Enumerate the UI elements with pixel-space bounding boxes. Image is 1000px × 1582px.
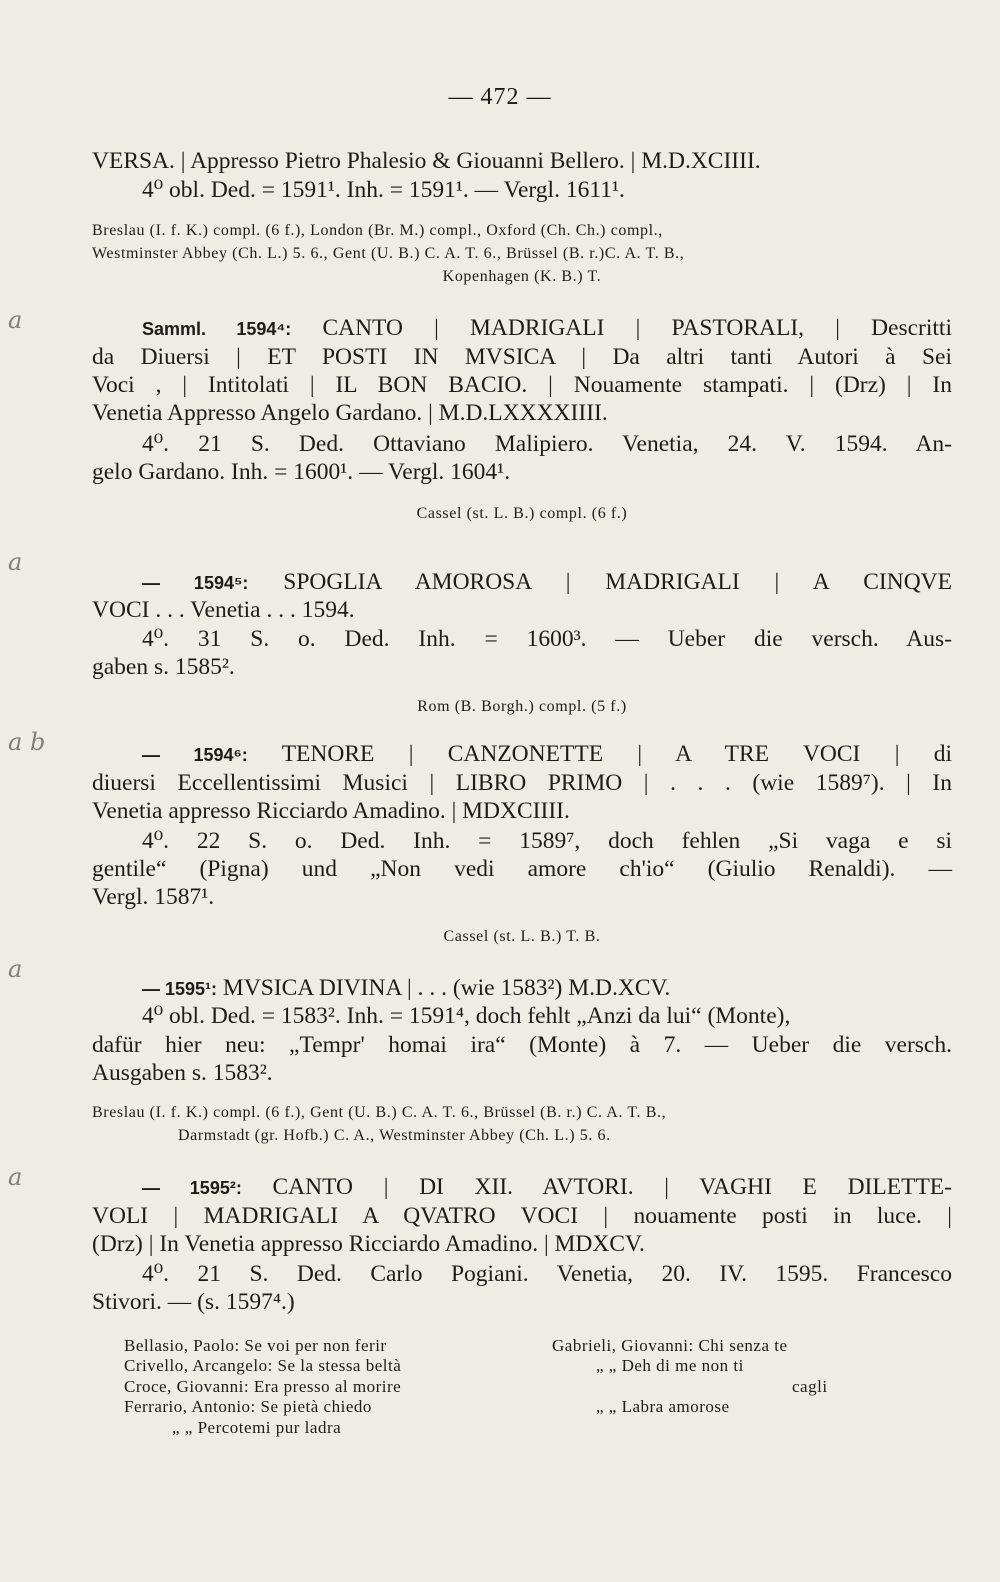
margin-note: a bbox=[8, 955, 23, 983]
entry-line: VOCI . . . Venetia . . . 1594. bbox=[92, 597, 355, 623]
entry-description: 4⁰ obl. Ded. = 1583². Inh. = 1591⁴, doch fehlt „Anzi da lui“ (Monte), bbox=[142, 1003, 791, 1029]
entry-heading bbox=[142, 568, 952, 596]
entry-description: gelo Gardano. Inh. = 1600¹. — Vergl. 1604¹. bbox=[92, 459, 511, 485]
entry-title: SPOGLIA AMOROSA | MADRIGALI | A CINQVE bbox=[283, 569, 952, 595]
margin-note: a b bbox=[8, 728, 46, 756]
contents-item: „ „ Labra amorose bbox=[596, 1397, 730, 1417]
contents-left-column bbox=[124, 1336, 401, 1438]
entry-line: VERSA. | Appresso Pietro Phalesio & Giouanni Bellero. | M.D.XCIIII. bbox=[92, 148, 761, 174]
contents-item: „ „ Percotemi pur ladra bbox=[172, 1417, 342, 1437]
contents-item: cagli bbox=[792, 1376, 828, 1396]
entry-line: da Diuersi | ET POSTI IN MVSICA | Da altri tanti Autori à Sei bbox=[92, 344, 952, 370]
entry-title: TENORE | CANZONETTE | A TRE VOCI | di bbox=[281, 741, 953, 767]
entry-description: 4⁰. 21 S. Ded. Carlo Pogiani. Venetia, 20. IV. 1595. Francesco bbox=[142, 1261, 952, 1287]
entry-line: Voci , | Intitolati | IL BON BACIO. | Nouamente stampati. | (Drz) | In bbox=[92, 372, 952, 398]
entry-label: — 1594⁶: bbox=[142, 745, 248, 765]
entry-description: 4⁰ obl. Ded. = 1591¹. Inh. = 1591¹. — Vergl. 1611¹. bbox=[142, 177, 625, 203]
library-list: Kopenhagen (K. B.) T. bbox=[442, 268, 602, 285]
entry-description: dafür hier neu: „Tempr' homai ira“ (Monte) à 7. — Ueber die versch. bbox=[92, 1032, 952, 1058]
library-list: Breslau (I. f. K.) compl. (6 f.), London (Br. M.) compl., Oxford (Ch. Ch.) compl., bbox=[92, 222, 663, 239]
entry-label: — 1595²: bbox=[142, 1178, 242, 1198]
margin-note: a bbox=[8, 1163, 23, 1191]
contents-item: Croce, Giovanni: Era presso al morire bbox=[124, 1376, 402, 1396]
contents-item: Bellasio, Paolo: Se voi per non ferir bbox=[124, 1336, 387, 1355]
entry-heading bbox=[142, 740, 952, 768]
entry-label: Samml. 1594⁴: bbox=[142, 319, 292, 339]
entry-description: 4⁰. 21 S. Ded. Ottaviano Malipiero. Venetia, 24. V. 1594. An- bbox=[142, 431, 952, 457]
entry-description: Vergl. 1587¹. bbox=[92, 884, 215, 910]
entry-line: diuersi Eccellentissimi Musici | LIBRO PRIMO | . . . (wie 1589⁷). | In bbox=[92, 770, 952, 796]
entry-label: — 1594⁵: bbox=[142, 573, 249, 593]
contents-item: Crivello, Arcangelo: Se la stessa beltà bbox=[124, 1356, 402, 1376]
contents-item: Gabrieli, Giovanni: Chi senza te bbox=[552, 1336, 788, 1355]
entry-heading bbox=[142, 974, 1000, 1002]
library-list: Darmstadt (gr. Hofb.) C. A., Westminster Abbey (Ch. L.) 5. 6. bbox=[178, 1127, 611, 1144]
entry-heading bbox=[142, 314, 952, 342]
entry-line: VOLI | MADRIGALI A QVATRO VOCI | nouamente posti in luce. | bbox=[92, 1203, 952, 1229]
library-list: Westminster Abbey (Ch. L.) 5. 6., Gent (U. B.) C. A. T. 6., Brüssel (B. r.)C. A. T. B., bbox=[92, 245, 685, 262]
entry-title: MVSICA DIVINA | . . . (wie 1583²) M.D.XCV. bbox=[222, 975, 671, 1001]
entry-line: Venetia Appresso Angelo Gardano. | M.D.LXXXXIIII. bbox=[92, 400, 608, 426]
entry-line: Venetia appresso Ricciardo Amadino. | MDXCIIII. bbox=[92, 798, 570, 824]
contents-item: „ „ Deh di me non ti bbox=[596, 1356, 744, 1376]
margin-note: a bbox=[8, 306, 23, 334]
entry-description: 4⁰. 22 S. o. Ded. Inh. = 1589⁷, doch fehlen „Si vaga e si bbox=[142, 828, 952, 854]
contents-right-column bbox=[552, 1336, 828, 1418]
library-list: Cassel (st. L. B.) compl. (6 f.) bbox=[416, 505, 628, 522]
entry-description: 4⁰. 31 S. o. Ded. Inh. = 1600³. — Ueber die versch. Aus- bbox=[142, 626, 952, 652]
entry-heading bbox=[142, 1173, 952, 1201]
library-list: Cassel (st. L. B.) T. B. bbox=[443, 928, 601, 945]
library-list: Breslau (I. f. K.) compl. (6 f.), Gent (U. B.) C. A. T. 6., Brüssel (B. r.) C. A. T. B., bbox=[92, 1104, 667, 1121]
entry-title: CANTO | MADRIGALI | PASTORALI, | Descritti bbox=[322, 315, 952, 341]
entry-label: — 1595¹: bbox=[142, 979, 218, 999]
entry-line: (Drz) | In Venetia appresso Ricciardo Amadino. | MDXCV. bbox=[92, 1231, 645, 1257]
entry-description: gaben s. 1585². bbox=[92, 654, 235, 680]
entry-description: Stivori. — (s. 1597⁴.) bbox=[92, 1289, 295, 1315]
library-list: Rom (B. Borgh.) compl. (5 f.) bbox=[417, 698, 627, 715]
contents-item: Ferrario, Antonio: Se pietà chiedo bbox=[124, 1397, 372, 1417]
page-number: — 472 — bbox=[448, 84, 552, 110]
entry-title: CANTO | DI XII. AVTORI. | VAGHI E DILETTE- bbox=[272, 1174, 952, 1200]
margin-note: a bbox=[8, 548, 23, 576]
entry-description: Ausgaben s. 1583². bbox=[92, 1060, 273, 1086]
entry-description: gentile“ (Pigna) und „Non vedi amore ch'io“ (Giulio Renaldi). — bbox=[92, 856, 952, 882]
